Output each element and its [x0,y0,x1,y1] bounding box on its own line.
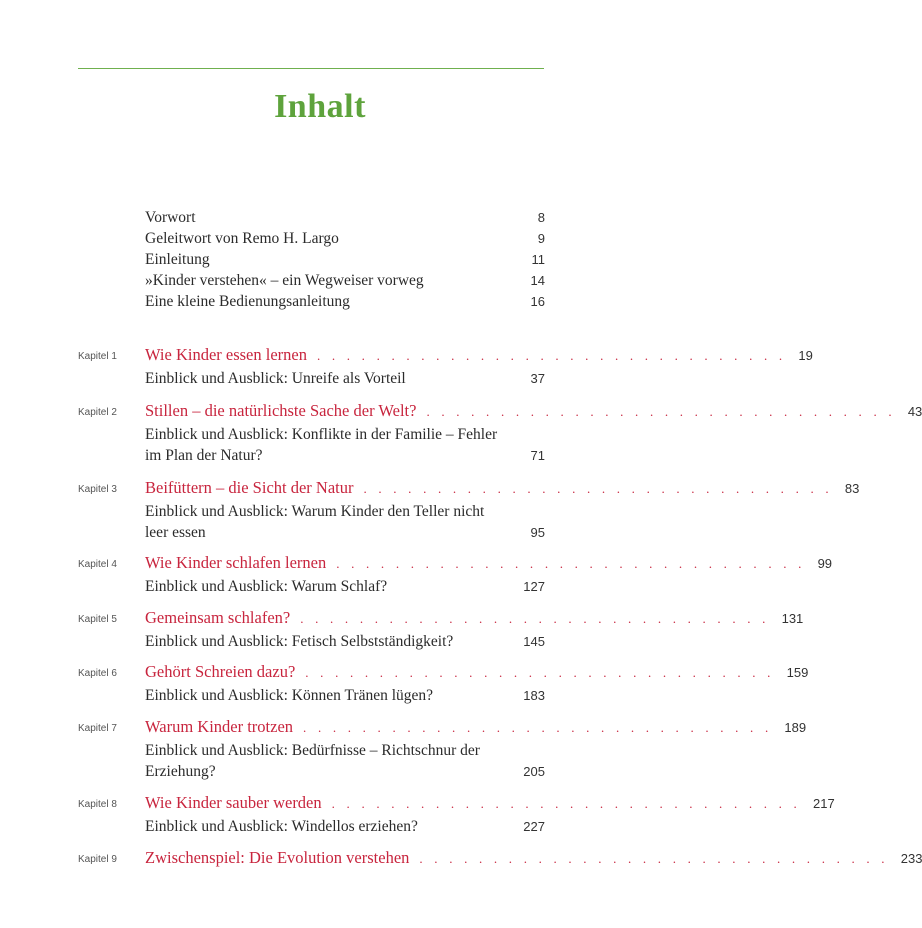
chapter-heading[interactable] [145,793,835,817]
chapter-heading[interactable] [145,345,813,369]
subentry-text: Einblick und Ausblick: Fetisch Selbstständigkeit? [145,633,454,650]
chapter-title: Beifüttern – die Sicht der Natur [145,478,354,497]
subentry-text: Einblick und Ausblick: Konflikte in der Familie – Fehler [145,426,498,443]
subentry-page: 127 [523,579,545,594]
leader-dots: . . . . . . . . . . . . . . . . . . . . . . . . . . . . . . . . [316,348,787,363]
chapter-subentry[interactable] [145,576,545,597]
toc-entry[interactable] [145,293,545,314]
chapter-page: 159 [786,665,809,680]
chapter-number: Kapitel 9 [78,854,117,865]
subentry-page: 145 [523,634,545,649]
subentry-text-cont: leer essen [145,524,206,541]
chapter-page: 99 [817,556,833,571]
chapter-subentry[interactable] [145,501,545,543]
toc-entry-label: Eine kleine Bedienungsanleitung [145,293,350,310]
leader-dots: . . . . . . . . . . . . . . . . . . . . . . . . . . . . . . . . [419,851,889,866]
subentry-text: Einblick und Ausblick: Warum Schlaf? [145,578,388,595]
chapter-number: Kapitel 4 [78,559,117,570]
subentry-text: Einblick und Ausblick: Können Tränen lügen? [145,687,434,704]
chapter-heading[interactable] [145,662,809,686]
chapter-page: 19 [798,348,813,363]
chapter-number: Kapitel 6 [78,668,117,679]
chapter-number: Kapitel 3 [78,484,117,495]
subentry-page: 183 [523,688,545,703]
subentry-text: Einblick und Ausblick: Unreife als Vorteil [145,370,406,387]
chapter-title: Wie Kinder essen lernen [145,345,307,364]
toc-entry-page: 9 [537,231,545,246]
leader-dots: . . . . . . . . . . . . . . . . . . . . . . . . . . . . . . . . [300,611,770,626]
chapter-heading[interactable] [145,608,804,632]
front-matter-list [145,209,545,314]
subentry-text: Einblick und Ausblick: Windellos erziehen? [145,818,418,835]
toc-entry[interactable] [145,209,545,230]
subentry-text: Einblick und Ausblick: Bedürfnisse – Richtschnur der [145,742,480,759]
toc-entry-page: 8 [537,210,545,225]
chapter-number: Kapitel 8 [78,799,117,810]
chapter-number: Kapitel 2 [78,407,117,418]
toc-entry-label: Einleitung [145,251,210,268]
leader-dots: . . . . . . . . . . . . . . . . . . . . . . . . . . . . . . . . [426,404,896,419]
leader-dots: . . . . . . . . . . . . . . . . . . . . . . . . . . . . . . . . [303,720,773,735]
chapter-title: Wie Kinder schlafen lernen [145,553,327,572]
chapter-page: 43 [907,404,922,419]
toc-entry[interactable] [145,230,545,251]
chapter-heading[interactable] [145,717,807,741]
chapter-subentry[interactable] [145,424,545,466]
leader-dots: . . . . . . . . . . . . . . . . . . . . . . . . . . . . . . . . [363,481,833,496]
chapter-number: Kapitel 5 [78,614,117,625]
toc-entry[interactable] [145,251,545,272]
leader-dots: . . . . . . . . . . . . . . . . . . . . . . . . . . . . . . . . [305,665,775,680]
subentry-page: 227 [523,819,545,834]
subentry-text: Einblick und Ausblick: Warum Kinder den Teller nicht [145,503,485,520]
toc-entry-label: Vorwort [145,209,196,226]
chapter-subentry[interactable] [145,631,545,652]
chapter-subentry[interactable] [145,685,545,706]
chapter-heading[interactable] [145,848,922,872]
chapter-page: 233 [900,851,922,866]
chapter-title: Wie Kinder sauber werden [145,793,322,812]
chapter-page: 83 [844,481,860,496]
chapter-heading[interactable] [145,553,833,577]
toc-entry[interactable] [145,272,545,293]
leader-dots: . . . . . . . . . . . . . . . . . . . . . . . . . . . . . . . . [336,556,806,571]
chapter-title: Zwischenspiel: Die Evolution verstehen [145,848,410,867]
top-rule [78,68,544,69]
subentry-page: 205 [523,764,545,779]
chapter-page: 217 [813,796,835,811]
chapter-heading[interactable] [145,478,860,502]
toc-entry-label: »Kinder verstehen« – ein Wegweiser vorweg [145,272,424,289]
chapter-subentry[interactable] [145,816,545,837]
chapter-title: Warum Kinder trotzen [145,717,294,736]
chapter-heading[interactable] [145,401,922,425]
chapter-number: Kapitel 7 [78,723,117,734]
toc-entry-page: 11 [531,252,545,267]
page-title: Inhalt [274,88,366,125]
chapter-number: Kapitel 1 [78,351,117,362]
leader-dots: . . . . . . . . . . . . . . . . . . . . . . . . . . . . . . . . [331,796,801,811]
chapter-title: Gemeinsam schlafen? [145,608,291,627]
toc-entry-page: 16 [530,294,545,309]
chapter-subentry[interactable] [145,740,545,782]
toc-entry-page: 14 [530,273,545,288]
chapter-title: Gehört Schreien dazu? [145,662,296,681]
subentry-page: 71 [530,448,545,463]
subentry-text-cont: Erziehung? [145,763,216,780]
chapter-subentry[interactable] [145,368,545,389]
chapter-title: Stillen – die natürlichste Sache der Welt? [145,401,417,420]
subentry-text-cont: im Plan der Natur? [145,447,263,464]
subentry-page: 95 [530,525,545,540]
chapter-page: 189 [784,720,807,735]
chapter-page: 131 [781,611,804,626]
subentry-page: 37 [530,371,545,386]
toc-entry-label: Geleitwort von Remo H. Largo [145,230,339,247]
